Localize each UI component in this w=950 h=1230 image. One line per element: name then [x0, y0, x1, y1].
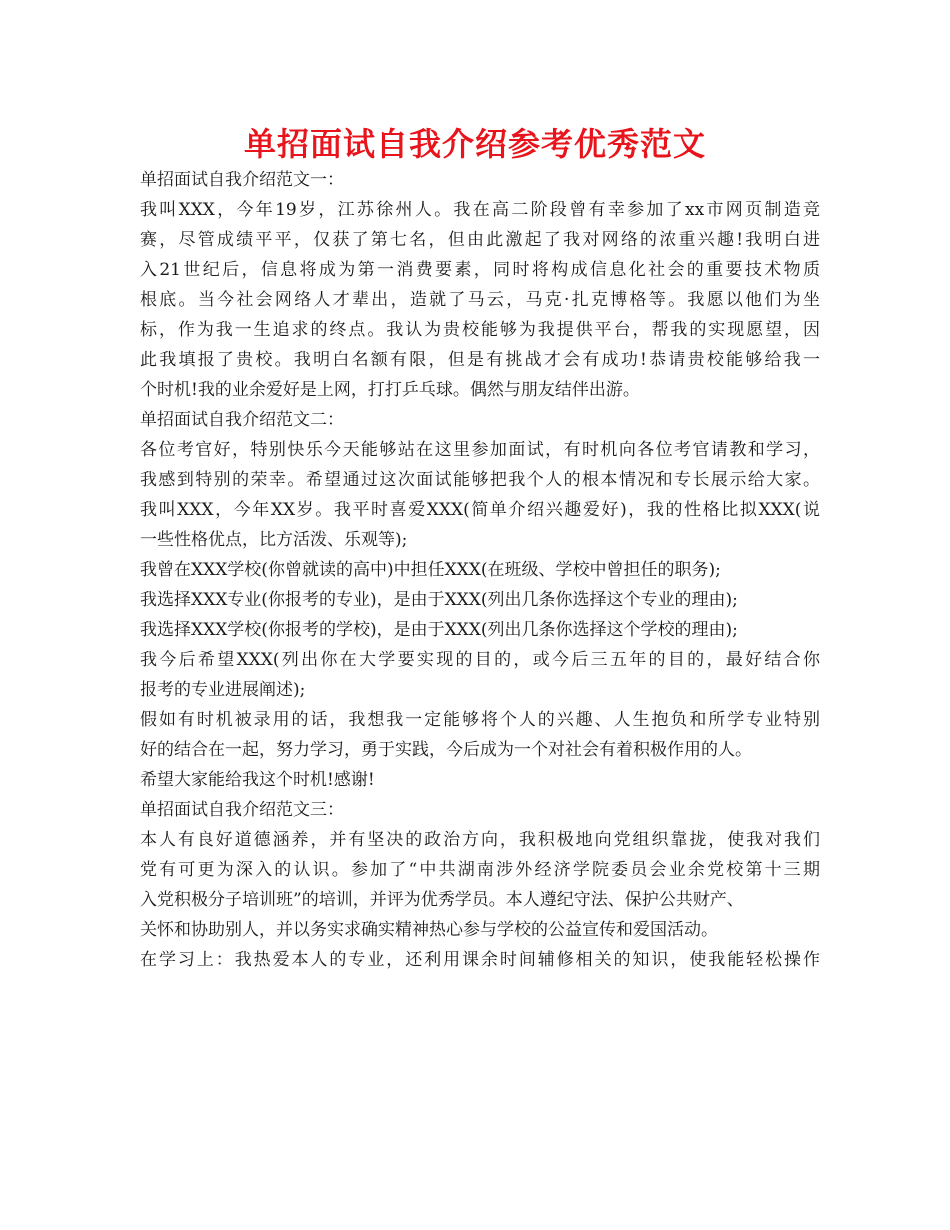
- paragraph-line: 赛，尽管成绩平平，仅获了第七名，但由此激起了我对网络的浓重兴趣!我明白进: [140, 230, 820, 250]
- paragraph-line: 各位考官好，特别快乐今天能够站在这里参加面试，有时机向各位考官请教和学习，: [140, 440, 820, 460]
- paragraph-line: 我选择XXX专业(你报考的专业)，是由于XXX(列出几条你选择这个专业的理由);: [140, 590, 738, 610]
- paragraph-line: 单招面试自我介绍范文二：: [140, 410, 344, 430]
- paragraph-line: 我叫XXX，今年19岁，江苏徐州人。我在高二阶段曾有幸参加了xx市网页制造竞: [140, 200, 820, 220]
- paragraph-line: 一些性格优点，比方活泼、乐观等);: [140, 530, 408, 550]
- paragraph-line: 单招面试自我介绍范文三：: [140, 800, 344, 820]
- paragraph-line: 报考的专业进展阐述);: [140, 680, 306, 700]
- paragraph-line: 入21世纪后，信息将成为第一消费要素，同时将构成信息化社会的重要技术物质: [140, 260, 820, 280]
- paragraph-line: 本人有良好道德涵养，并有坚决的政治方向，我积极地向党组织靠拢，使我对我们: [140, 830, 820, 850]
- paragraph-line: 标，作为我一生追求的终点。我认为贵校能够为我提供平台，帮我的实现愿望，因: [140, 320, 820, 340]
- paragraph-line: 希望大家能给我这个时机!感谢!: [140, 770, 375, 790]
- paragraph-line: 我叫XXX，今年XX岁。我平时喜爱XXX(简单介绍兴趣爱好)，我的性格比拟XXX(说: [140, 500, 820, 520]
- paragraph-line: 我感到特别的荣幸。希望通过这次面试能够把我个人的根本情况和专长展示给大家。: [140, 470, 820, 490]
- paragraph-line: 好的结合在一起，努力学习，勇于实践，今后成为一个对社会有着积极作用的人。: [140, 740, 752, 760]
- paragraph-line: 单招面试自我介绍范文一：: [140, 170, 344, 190]
- paragraph-line: 关怀和协助别人，并以务实求确实精神热心参与学校的公益宣传和爱国活动。: [140, 920, 718, 940]
- document-title: 单招面试自我介绍参考优秀范文: [243, 125, 706, 163]
- paragraph-line: 在学习上：我热爱本人的专业，还利用课余时间辅修相关的知识，使我能轻松操作: [140, 950, 820, 970]
- paragraph-line: 假如有时机被录用的话，我想我一定能够将个人的兴趣、人生抱负和所学专业特别: [140, 710, 820, 730]
- paragraph-line: 个时机!我的业余爱好是上网，打打乒乓球。偶然与朋友结伴出游。: [140, 380, 640, 400]
- paragraph-line: 此我填报了贵校。我明白名额有限，但是有挑战才会有成功!恭请贵校能够给我一: [140, 350, 820, 370]
- paragraph-line: 入党积极分子培训班”的培训，并评为优秀学员。本人遵纪守法、保护公共财产、: [140, 890, 744, 910]
- paragraph-line: 我曾在XXX学校(你曾就读的高中)中担任XXX(在班级、学校中曾担任的职务);: [140, 560, 721, 580]
- paragraph-line: 根底。当今社会网络人才辈出，造就了马云，马克·扎克博格等。我愿以他们为坐: [140, 290, 820, 310]
- paragraph-line: 我今后希望XXX(列出你在大学要实现的目的，或今后三五年的目的，最好结合你: [140, 650, 820, 670]
- paragraph-line: 党有可更为深入的认识。参加了“中共湖南涉外经济学院委员会业余党校第十三期: [140, 860, 820, 880]
- paragraph-line: 我选择XXX学校(你报考的学校)，是由于XXX(列出几条你选择这个学校的理由);: [140, 620, 738, 640]
- document-body: [140, 165, 820, 975]
